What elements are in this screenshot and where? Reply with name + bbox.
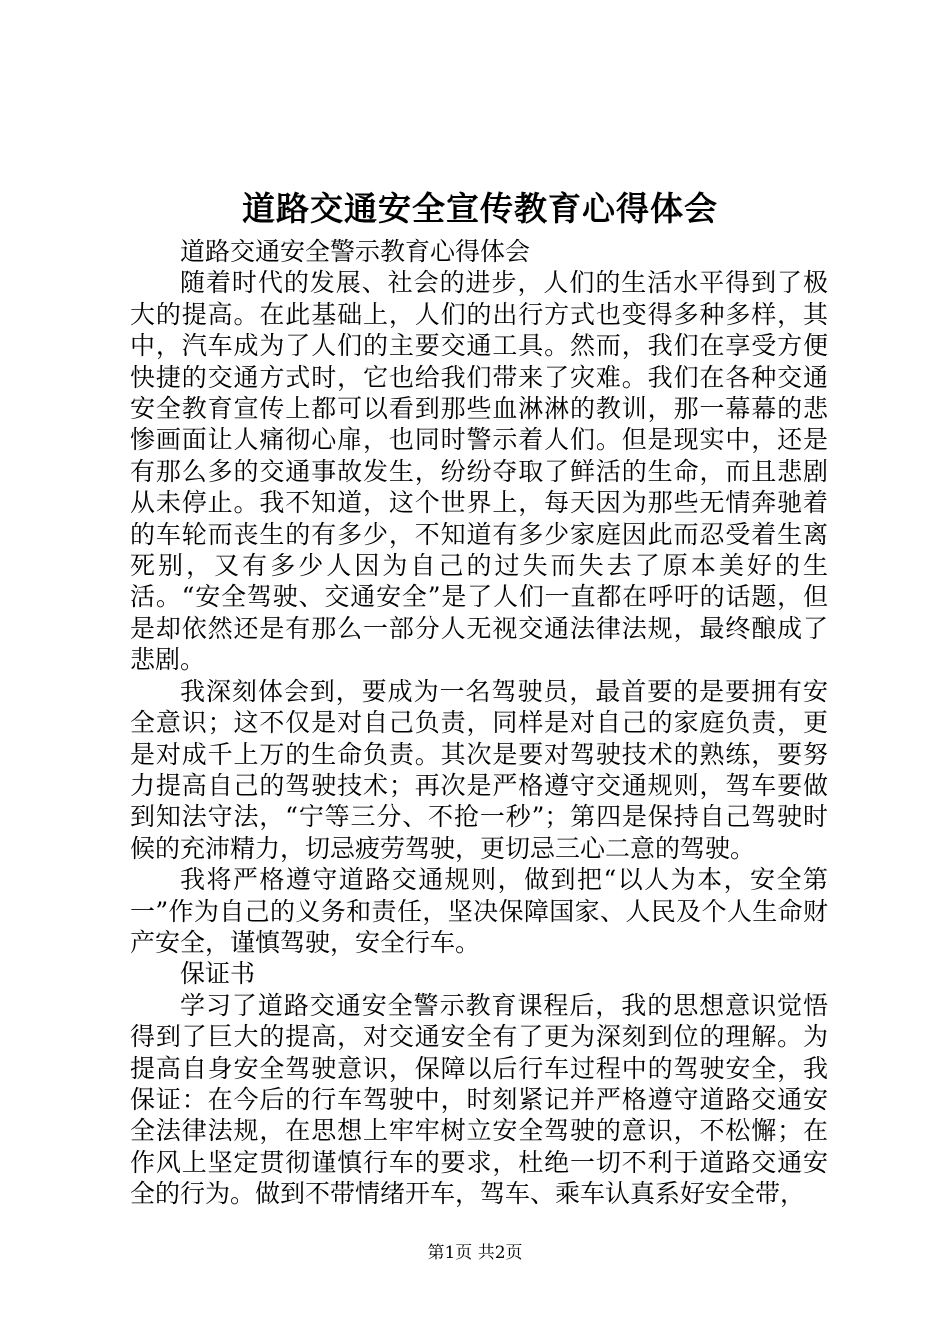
document-body (130, 236, 828, 1210)
body-paragraph: 随着时代的发展、社会的进步，人们的生活水平得到了极大的提高。在此基础上，人们的出行方式也变得多种多样，其中，汽车成为了人们的主要交通工具。然而，我们在享受方便快捷的交通方式时，它也给我们带来了灾难。我们在各种交通安全教育宣传上都可以看到那些血淋淋的教训，那一幕幕的悲惨画面让人痛彻心扉，也同时警示着人们。但是现实中，还是有那么多的交通事故发生，纷纷夺取了鲜活的生命，而且悲剧从未停止。我不知道，这个世界上，每天因为那些无情奔驰着的车轮而丧生的有多少，不知道有多少家庭因此而忍受着生离死别，又有多少人因为自己的过失而失去了原本美好的生活。“安全驾驶、交通安全”是了人们一直都在呼吁的话题，但是却依然还是有那么一部分人无视交通法律法规，最终酿成了悲剧。 (130, 268, 828, 675)
section-heading: 保证书 (180, 959, 256, 989)
body-paragraph: 我将严格遵守道路交通规则，做到把“以人为本，安全第一”作为自己的义务和责任，坚决保障国家、人民及个人生命财产安全，谨慎驾驶，安全行车。 (130, 865, 828, 957)
subtitle-paragraph: 道路交通安全警示教育心得体会 (180, 237, 531, 266)
body-paragraph: 我深刻体会到，要成为一名驾驶员，最首要的是要拥有安全意识；这不仅是对自己负责，同样是对自己的家庭负责，更是对成千上万的生命负责。其次是要对驾驶技术的熟练，要努力提高自己的驾驶技术；再次是严格遵守交通规则，驾车要做到知法守法，“宁等三分、不抢一秒”；第四是保持自己驾驶时候的充沛精力，切忌疲劳驾驶，更切忌三心二意的驾驶。 (130, 676, 828, 863)
body-paragraph: 学习了道路交通安全警示教育课程后，我的思想意识觉悟得到了巨大的提高，对交通安全有了更为深刻到位的理解。为提高自身安全驾驶意识，保障以后行车过程中的驾驶安全，我保证：在今后的行车驾驶中，时刻紧记并严格遵守道路交通安全法律法规，在思想上牢牢树立安全驾驶的意识，不松懈；在作风上坚定贯彻谨慎行车的要求，杜绝一切不利于道路交通安全的行为。做到不带情绪开车，驾车、乘车认真系好安全带， (130, 990, 828, 1209)
document-title: 道路交通安全宣传教育心得体会 (242, 189, 718, 228)
page-footer: 第1页 共2页 (427, 1243, 523, 1263)
